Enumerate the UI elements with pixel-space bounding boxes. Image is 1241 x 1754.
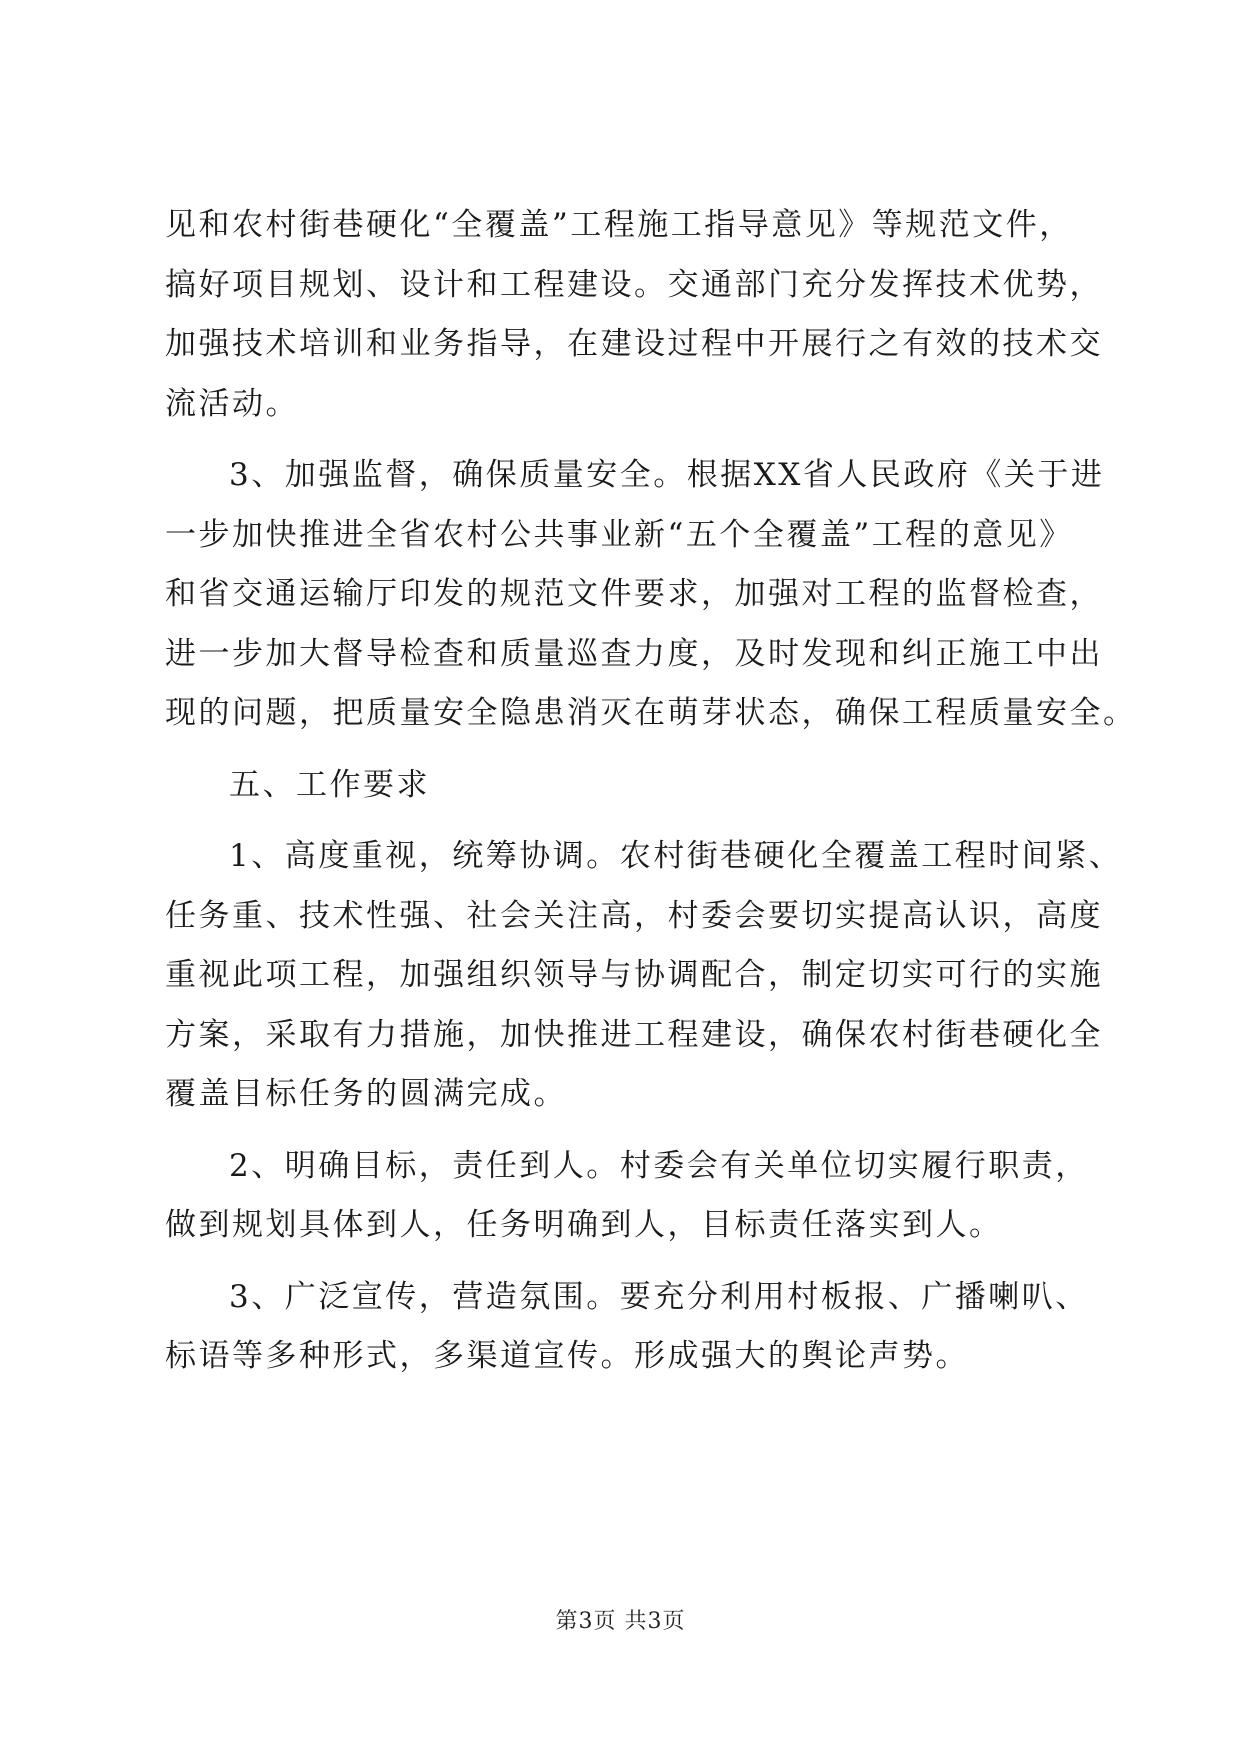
body-line: 标语等多种形式，多渠道宣传。形成强大的舆论声势。 — [165, 1338, 969, 1374]
paragraph-heading-line: 3、加强监督，确保质量安全。根据XX省人民政府《关于进 — [229, 457, 1105, 493]
section-heading: 五、工作要求 — [229, 766, 430, 803]
body-line: 进一步加大督导检查和质量巡查力度，及时发现和纠正施工中出 — [165, 635, 1103, 672]
page-number: 第3页 共3页 — [555, 1609, 686, 1634]
body-line: 覆盖目标任务的圆满完成。 — [165, 1076, 567, 1112]
body-line: 现的问题，把质量安全隐患消灭在萌芽状态，确保工程质量安全。 — [165, 695, 1137, 731]
paragraph-heading-line: 1、高度重视，统筹协调。农村街巷硬化全覆盖工程时间紧、 — [229, 838, 1123, 874]
body-line: 一步加快推进全省农村公共事业新“五个全覆盖”工程的意见》 — [165, 516, 1073, 553]
body-line: 搞好项目规划、设计和工程建设。交通部门充分发挥技术优势， — [165, 266, 1103, 303]
body-line: 见和农村街巷硬化“全覆盖”工程施工指导意见》等规范文件， — [165, 207, 1073, 243]
paragraph-heading-line: 2、明确目标，责任到人。村委会有关单位切实履行职责， — [229, 1147, 1089, 1184]
body-line: 加强技术培训和业务指导，在建设过程中开展行之有效的技术交 — [165, 326, 1103, 362]
body-line: 方案，采取有力措施，加快推进工程建设，确保农村街巷硬化全 — [165, 1016, 1103, 1053]
body-line: 和省交通运输厅印发的规范文件要求，加强对工程的监督检查， — [165, 576, 1103, 612]
body-line: 任务重、技术性强、社会关注高，村委会要切实提高认识，高度 — [165, 897, 1103, 934]
paragraph-heading-line: 3、广泛宣传，营造氛围。要充分利用村板报、广播喇叭、 — [229, 1278, 1089, 1315]
body-line: 重视此项工程，加强组织领导与协调配合，制定切实可行的实施 — [165, 957, 1103, 993]
body-line: 做到规划具体到人，任务明确到人，目标责任落实到人。 — [165, 1207, 1003, 1243]
body-line: 流活动。 — [165, 385, 299, 422]
document-body — [165, 196, 1137, 1387]
